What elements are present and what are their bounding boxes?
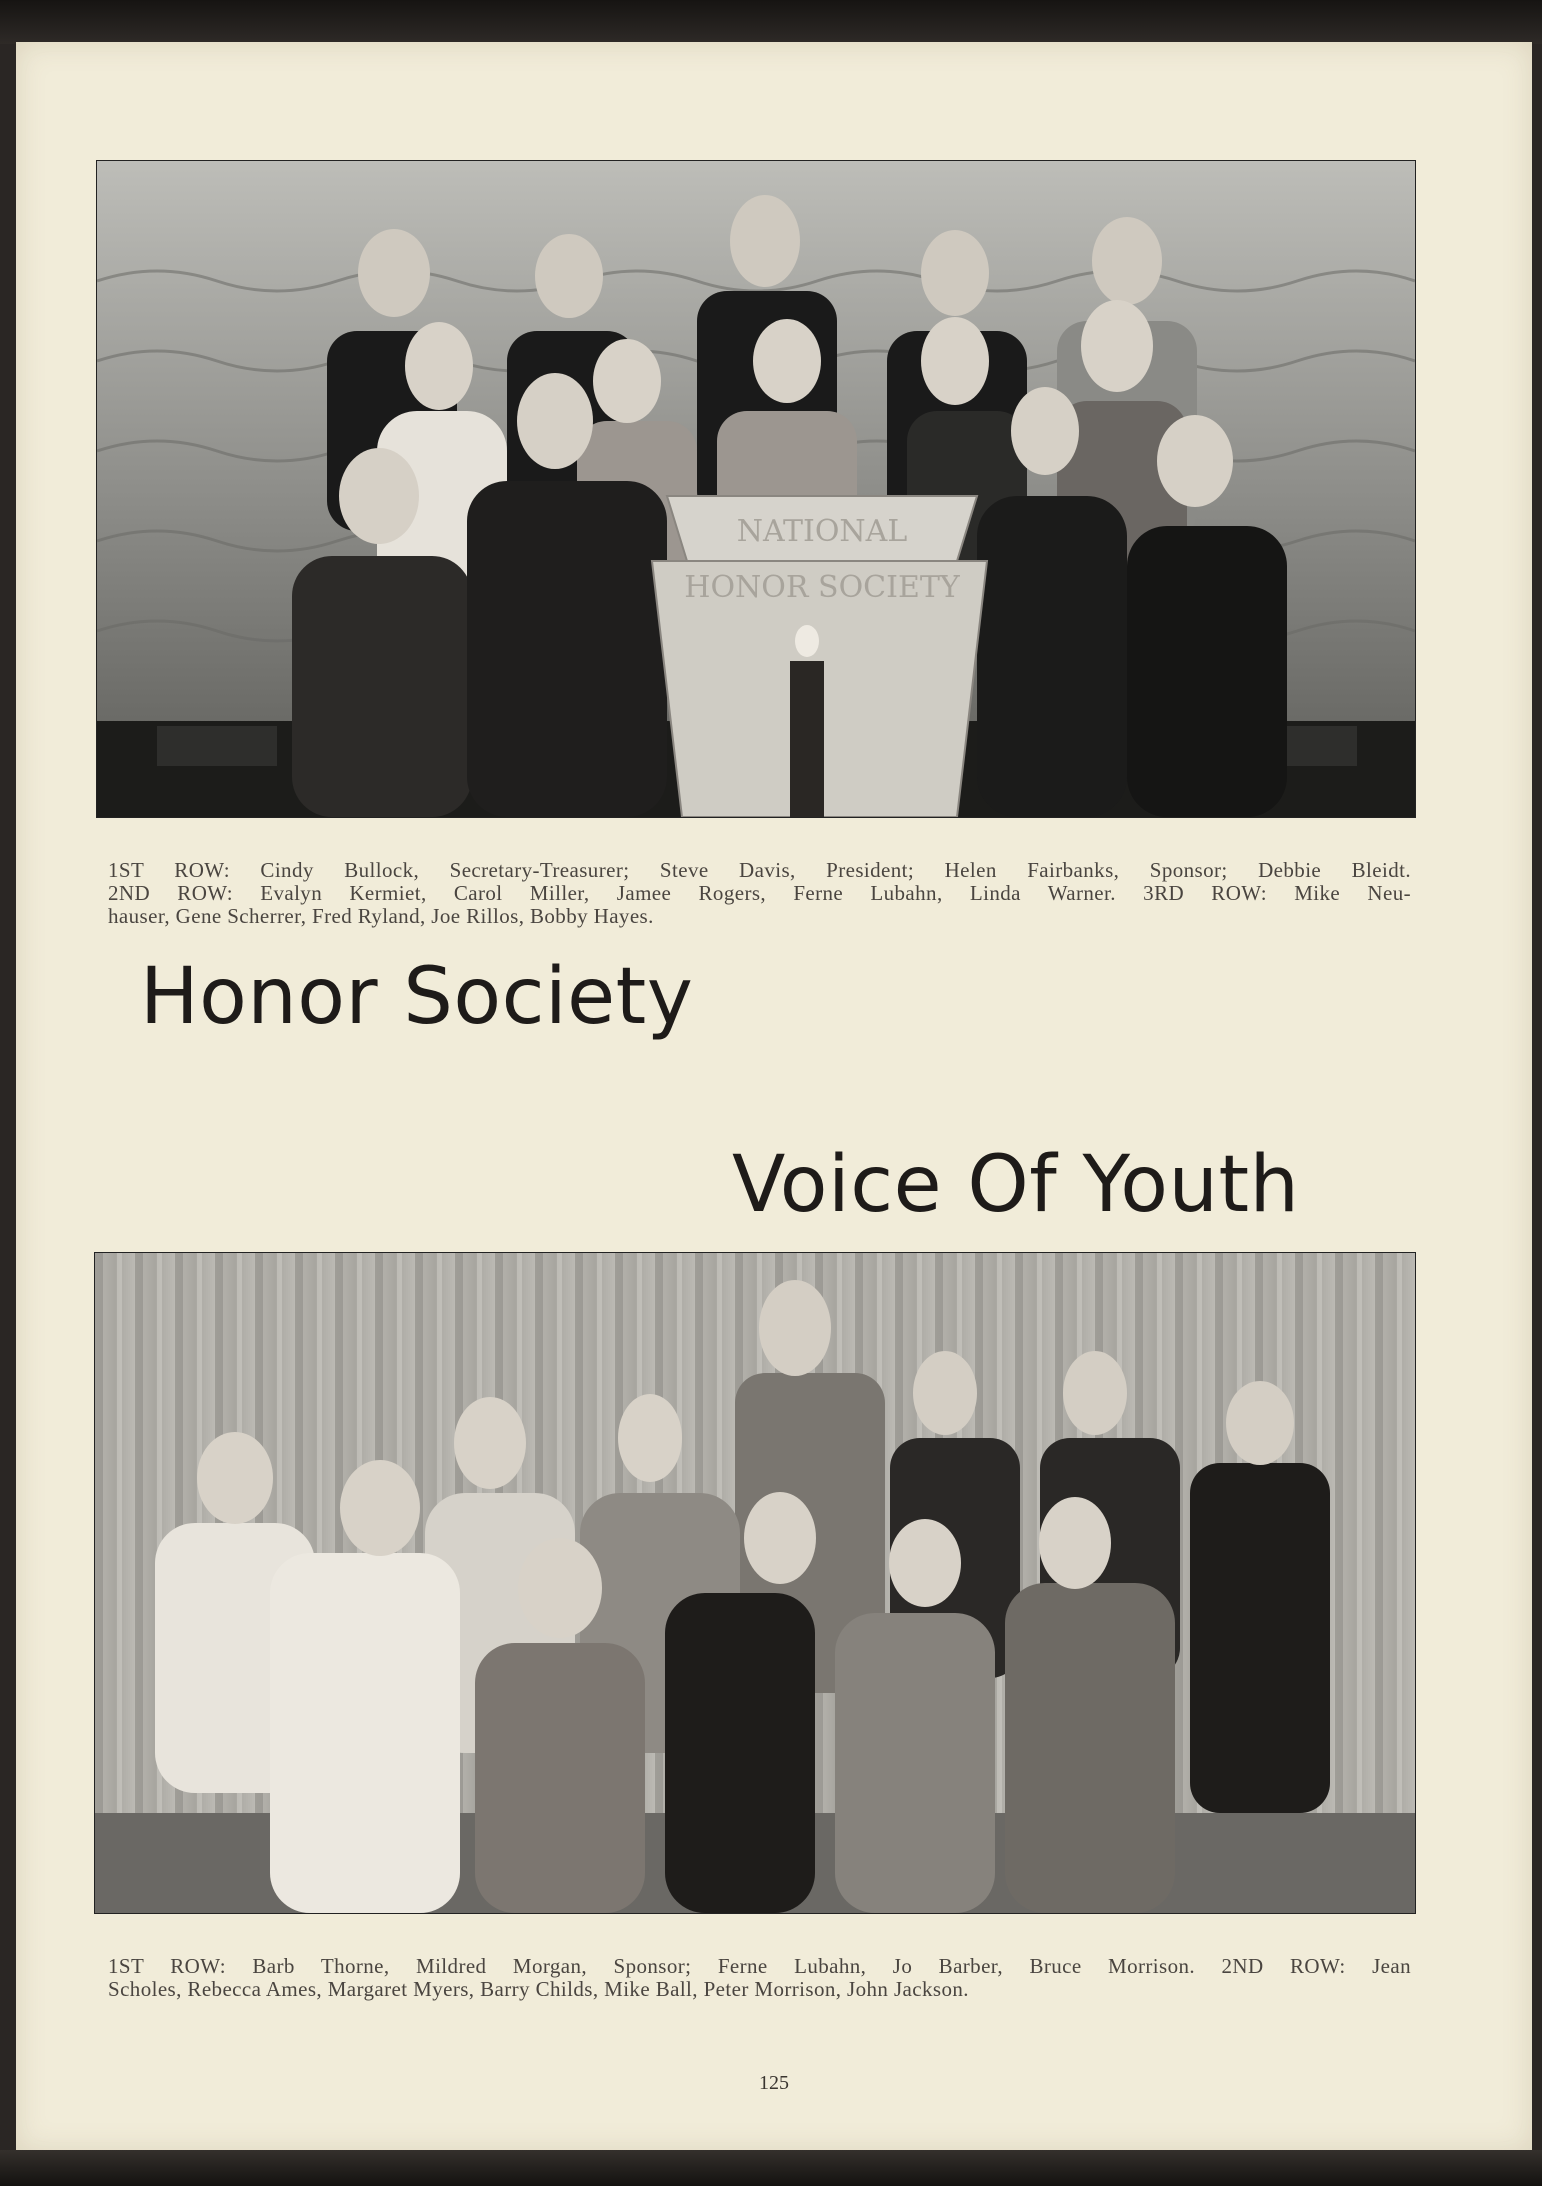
scan-edge-top: [0, 0, 1542, 44]
caption-line: hauser, Gene Scherrer, Fred Ryland, Joe Rillos, Bobby Hayes.: [108, 904, 654, 928]
voice-of-youth-heading: Voice Of Youth: [732, 1140, 1300, 1230]
honor-society-photo: [96, 160, 1416, 818]
honor-society-heading: Honor Society: [140, 952, 694, 1042]
scan-edge-bottom: [0, 2150, 1542, 2186]
caption-line: Scholes, Rebecca Ames, Margaret Myers, Barry Childs, Mike Ball, Peter Morrison, John Jackson.: [108, 1977, 969, 2001]
podium-sign-line1: NATIONAL: [736, 514, 908, 549]
honor-society-caption: [108, 859, 1411, 928]
honor-society-photo-image: [97, 161, 1415, 817]
yearbook-page: [16, 42, 1532, 2152]
voice-of-youth-photo: [94, 1252, 1416, 1914]
caption-line: 1ST ROW: Cindy Bullock, Secretary-Treasurer; Steve Davis, President; Helen Fairbanks, Sponsor; Debbie Bleidt.: [108, 858, 1411, 882]
voice-of-youth-photo-image: [95, 1253, 1415, 1913]
caption-line: 2ND ROW: Evalyn Kermiet, Carol Miller, Jamee Rogers, Ferne Lubahn, Linda Warner. 3RD ROW: Mike Neu-: [108, 881, 1411, 905]
page-number: 125: [759, 2072, 789, 2094]
caption-line: 1ST ROW: Barb Thorne, Mildred Morgan, Sponsor; Ferne Lubahn, Jo Barber, Bruce Morrison. 2ND ROW: Jean: [108, 1954, 1411, 1978]
podium-sign-line2: HONOR SOCIETY: [684, 570, 960, 605]
voice-of-youth-caption: [108, 1955, 1411, 2001]
